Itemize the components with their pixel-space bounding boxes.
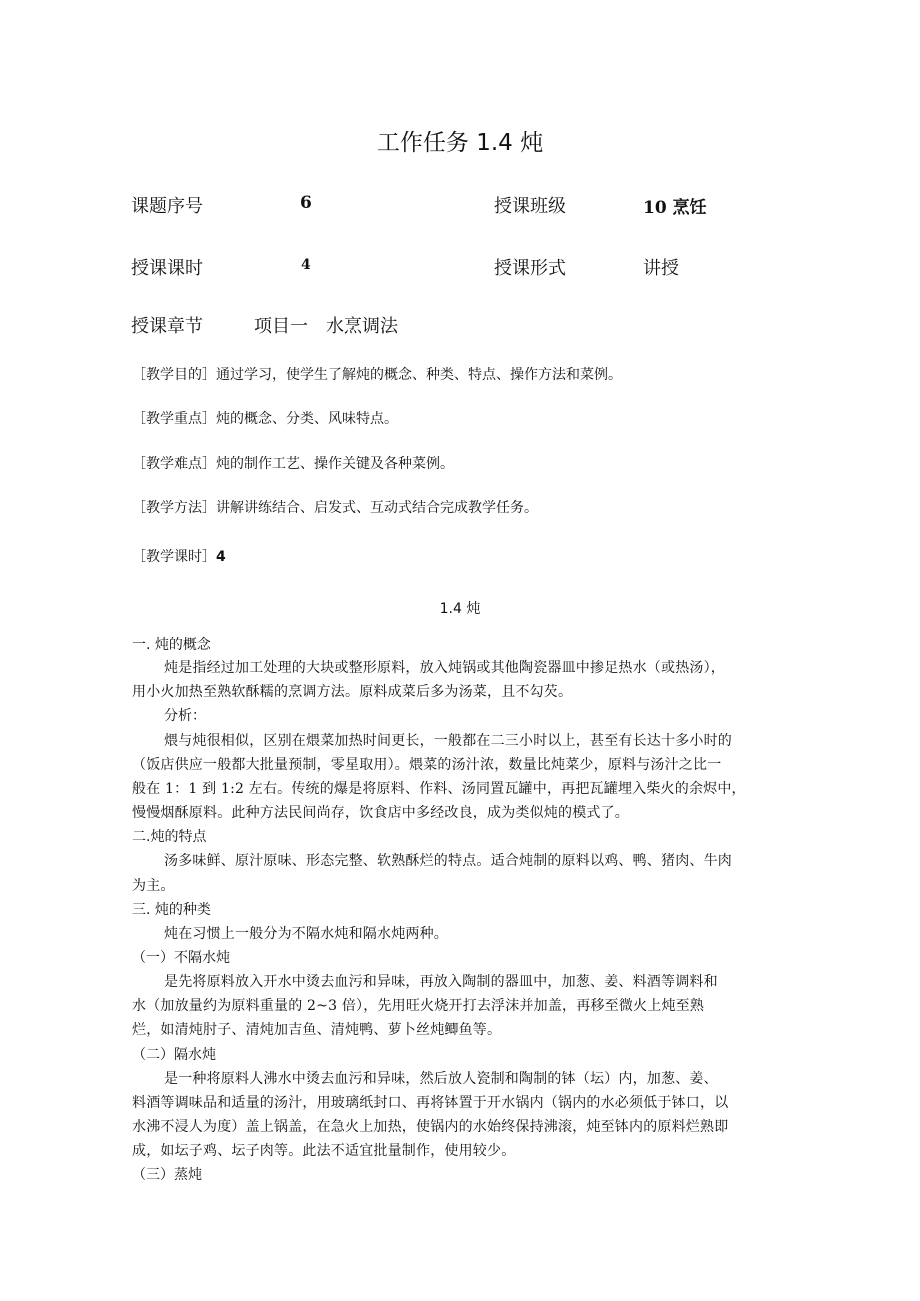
paragraph-line: 炖在习惯上一般分为不隔水炖和隔水炖两种。: [164, 926, 448, 942]
paragraph-line: 煨与炖很相似，区别在煨菜加热时间更长，一般都在二三小时以上，甚至有长达十多小时的: [164, 733, 732, 749]
paragraph-line: 炖是指经过加工处理的大块或整形原料，放入炖锅或其他陶瓷器皿中掺足热水（或热汤），: [164, 660, 725, 676]
heading-features: 二.炖的特点: [132, 829, 207, 845]
heading-water-bath: （二）隔水炖: [132, 1047, 216, 1063]
class-value: 10 烹饪: [643, 198, 707, 218]
teaching-purpose: [132, 364, 622, 384]
hours-value: 4: [301, 257, 311, 273]
teaching-key: [132, 408, 398, 428]
teaching-hours-label: ［教学课时］: [132, 549, 216, 565]
chapter-label: 授课章节: [131, 316, 203, 337]
form-label: 授课形式: [494, 258, 566, 279]
heading-steam-stew: （三）蒸炖: [132, 1167, 202, 1183]
paragraph-line: 是先将原料放入开水中烫去血污和异味，再放入陶制的器皿中，加葱、姜、料酒等调料和: [164, 974, 718, 990]
topic-no-value: 6: [300, 193, 312, 213]
class-label: 授课班级: [494, 196, 566, 217]
paragraph-line: 是一种将原料人沸水中烫去血污和异味，然后放人瓷制和陶制的钵（坛）内，加葱、姜、: [164, 1071, 718, 1087]
paragraph-line: 成，如坛子鸡、坛子肉等。此法不适宜批量制作，使用较少。: [132, 1143, 516, 1159]
page-title: 工作任务 1.4 炖: [376, 130, 544, 156]
teaching-purpose-text: 通过学习，使学生了解炖的概念、种类、特点、操作方法和菜例。: [216, 367, 622, 383]
hours-label: 授课课时: [131, 258, 203, 279]
teaching-difficulty-label: ［教学难点］: [132, 456, 216, 472]
teaching-key-label: ［教学重点］: [132, 411, 216, 427]
teaching-purpose-label: ［教学目的］: [132, 367, 216, 383]
paragraph-line: 般在 1：1 到 1:2 左右。传统的爆是将原料、作料、汤同置瓦罐中，再把瓦罐埋入柴火的余烬中，: [132, 781, 746, 797]
paragraph-line: 水（加放量约为原料重量的 2~3 倍），先用旺火烧开打去浮沫并加盖，再移至微火上炖至熟: [132, 998, 705, 1014]
teaching-method-text: 讲解讲练结合、启发式、互动式结合完成教学任务。: [216, 500, 538, 516]
teaching-difficulty-text: 炖的制作工艺、操作关键及各种菜例。: [216, 456, 454, 472]
topic-no-label: 课题序号: [131, 196, 203, 217]
teaching-hours: [132, 546, 226, 566]
paragraph-line: 烂，如清炖肘子、清炖加吉鱼、清炖鸭、萝卜丝炖鲫鱼等。: [132, 1022, 502, 1038]
paragraph-line: 料酒等调味品和适量的汤汁，用玻璃纸封口、再将钵置于开水锅内（锅内的水必须低于钵口，以: [132, 1095, 729, 1111]
paragraph-line: （饭店供应一般都大批量预制，零星取用）。煨菜的汤汁浓，数量比炖菜少，原料与汤汁之比一: [132, 757, 722, 773]
heading-concept: 一. 炖的概念: [132, 637, 211, 653]
teaching-hours-text: 4: [216, 549, 226, 565]
paragraph-line: 为主。: [132, 878, 175, 894]
paragraph-line: 慢慢烟酥原料。此种方法民间尚存，饮食店中多经改良，成为类似炖的模式了。: [132, 805, 629, 821]
heading-non-water-bath: （一）不隔水炖: [132, 950, 230, 966]
section-title: 1.4 炖: [439, 601, 481, 617]
form-value: 讲授: [643, 258, 679, 279]
teaching-method: [132, 497, 538, 517]
chapter-value: 项目一 水烹调法: [254, 316, 398, 337]
paragraph-line: 水沸不浸人为度）盖上锅盖，在急火上加热，使锅内的水始终保持沸滚，炖至钵内的原料烂熟即: [132, 1119, 729, 1135]
heading-types: 三. 炖的种类: [132, 902, 211, 918]
teaching-key-text: 炖的概念、分类、风味特点。: [216, 411, 398, 427]
teaching-difficulty: [132, 453, 454, 473]
paragraph-line: 汤多味鲜、原汁原味、形态完整、软熟酥烂的特点。适合炖制的原料以鸡、鸭、猪肉、牛肉: [164, 853, 732, 869]
analysis-label: 分析：: [164, 708, 206, 724]
teaching-method-label: ［教学方法］: [132, 500, 216, 516]
paragraph-line: 用小火加热至熟软酥糯的烹调方法。原料成菜后多为汤菜，且不勾芡。: [132, 684, 573, 700]
